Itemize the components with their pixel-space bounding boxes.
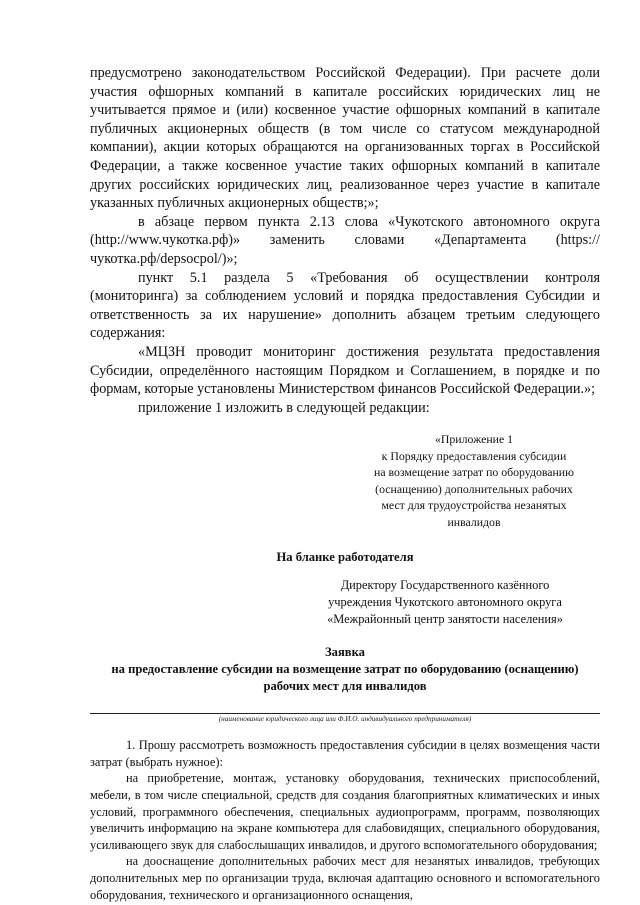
name-field-caption: (наименование юридического лица или Ф.И.О. индивидуального предпринимателя) — [218, 715, 472, 724]
appendix-line: (оснащению) дополнительных рабочих — [375, 481, 573, 496]
application-title — [90, 644, 600, 695]
appendix-header — [358, 431, 590, 530]
addressee-line: учреждения Чукотского автономного округа — [328, 595, 562, 610]
body-paragraph: на приобретение, монтаж, установку оборудования, технических приспособлений, мебели, в том числе специальной, средств для создания благоприятных климатических и иных условий, программного обеспечения, специальных аудиопрограмм, программ, позволяющих увеличить информацию на экране компьютера для слабовидящих, специального оборудования, усиливающего звук для слабослышащих инвалидов, и другого вспомогательного оборудования; — [90, 771, 600, 852]
paragraph-2-13: в абзаце первом пункта 2.13 слова «Чукотского автономного округа (http://www.чукотка.рф)» заменить словами «Департамента (https://чукотка.рф/depsocpol/)»; — [90, 213, 600, 267]
title-line: рабочих мест для инвалидов — [263, 679, 427, 694]
paragraph-appendix-intro: приложение 1 изложить в следующей редакции: — [138, 399, 430, 416]
appendix-line: к Порядку предоставления субсидии — [381, 448, 567, 463]
letterhead-note: На бланке работодателя — [276, 550, 414, 565]
appendix-line: «Приложение 1 — [434, 432, 514, 447]
addressee-line: Директору Государственного казённого — [340, 578, 550, 593]
addressee-block — [300, 577, 590, 628]
body-paragraph: 1. Прошу рассмотреть возможность предоставления субсидии в целях возмещения части затрат (выбрать нужное): — [90, 738, 600, 769]
paragraph-5-1: пункт 5.1 раздела 5 «Требования об осуществлении контроля (мониторинга) за соблюдением условий и порядка предоставления Субсидии и ответственность за их нарушение» дополнить абзацем третьим следующего содержания: — [90, 269, 600, 342]
paragraph-mczn-quote: «МЦЗН проводит мониторинг достижения результата предоставления Субсидии, определённого настоящим Порядком и Соглашением, в порядке и по формам, которые установлены Министерством финансов Российской Федерации.»; — [90, 343, 600, 398]
appendix-line: мест для трудоустройства незанятых — [381, 498, 567, 513]
paragraph-offshore: предусмотрено законодательством Российской Федерации). При расчете доли участия офшорных компаний в капитале российских юридических лиц не учитывается прямое и (или) косвенное участие офшорных компаний в капитале публичных акционерных обществ (в том числе со статусом международной компании), акции которых обращаются на организованных торгах в Российской Федерации, а также косвенное участие таких офшорных компаний в капитале других российских юридических лиц, реализованное через участие в капитале указанных публичных акционерных обществ;»; — [90, 65, 600, 212]
document-page — [90, 64, 600, 903]
title-line: Заявка — [325, 645, 365, 660]
name-fill-line — [90, 713, 600, 714]
appendix-line: инвалидов — [447, 514, 501, 529]
body-paragraph: на дооснащение дополнительных рабочих мест для незанятых инвалидов, требующих дополнительных мер по организации труда, включая адаптацию основного и вспомогательного оборудования, технического и организационного оснащения, — [90, 854, 600, 902]
addressee-line: «Межрайонный центр занятости населения» — [327, 612, 563, 627]
application-body — [90, 737, 600, 903]
appendix-line: на возмещение затрат по оборудованию — [374, 465, 574, 480]
title-line: на предоставление субсидии на возмещение затрат по оборудованию (оснащению) — [111, 662, 579, 677]
